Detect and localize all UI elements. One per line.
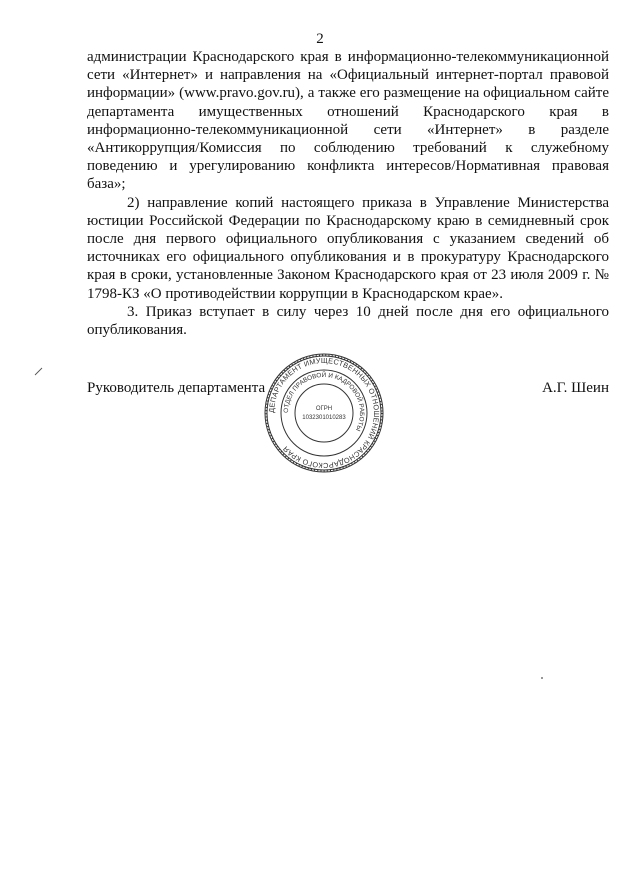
seal-center-number: 1032301010283 [302, 415, 346, 421]
signatory-name: А.Г. Шеин [542, 380, 609, 396]
page-number: 2 [316, 31, 324, 47]
paragraph-item-3: 3. Приказ вступает в силу через 10 дней после дня его официального опубликования. [87, 303, 609, 339]
pen-tick-mark [34, 366, 44, 376]
seal-inner-text: ОТДЕЛ ПРАВОВОЙ И КАДРОВОЙ РАБОТЫ [282, 371, 366, 433]
signatory-title: Руководитель департамента [87, 380, 266, 396]
document-body [87, 48, 609, 339]
svg-text:ОТДЕЛ ПРАВОВОЙ И КАДРОВОЙ РАБО [283, 370, 365, 432]
paragraph-continuation: администрации Краснодарского края в информационно-телекоммуникационной сети «Интернет» и направления на «Официальный интернет-портал правовой информации» (www.pravo.gov.ru), а также его размещение на официальном сайте департамента имущественных отношений Краснодарского края в информационно-телекоммуникационной сети «Интернет» в разделе «Антикоррупция/Комиссия по соблюдению требований к служебному поведению и урегулированию конфликта интересов/Нормативная правовая база»; [87, 49, 609, 193]
paragraph-item-2: 2) направление копий настоящего приказа в Управление Министерства юстиции Российской Федерации по Краснодарскому краю в семидневный срок после дня первого официального опубликования с указанием сведений об источниках его официального опубликования и в прокуратуру Краснодарского края в сроки, установленные Законом Краснодарского края от 23 июля 2009 г. № 1798-КЗ «О противодействии коррупции в Краснодарском крае». [87, 194, 609, 302]
scan-speck [541, 677, 543, 679]
seal-center-label: ОГРН [315, 406, 333, 412]
seal-outer-text: ДЕПАРТАМЕНТ ИМУЩЕСТВЕННЫХ ОТНОШЕНИЙ КРАСНОДАРСКОГО КРАЯ [266, 355, 382, 471]
official-seal-stamp [263, 352, 385, 474]
